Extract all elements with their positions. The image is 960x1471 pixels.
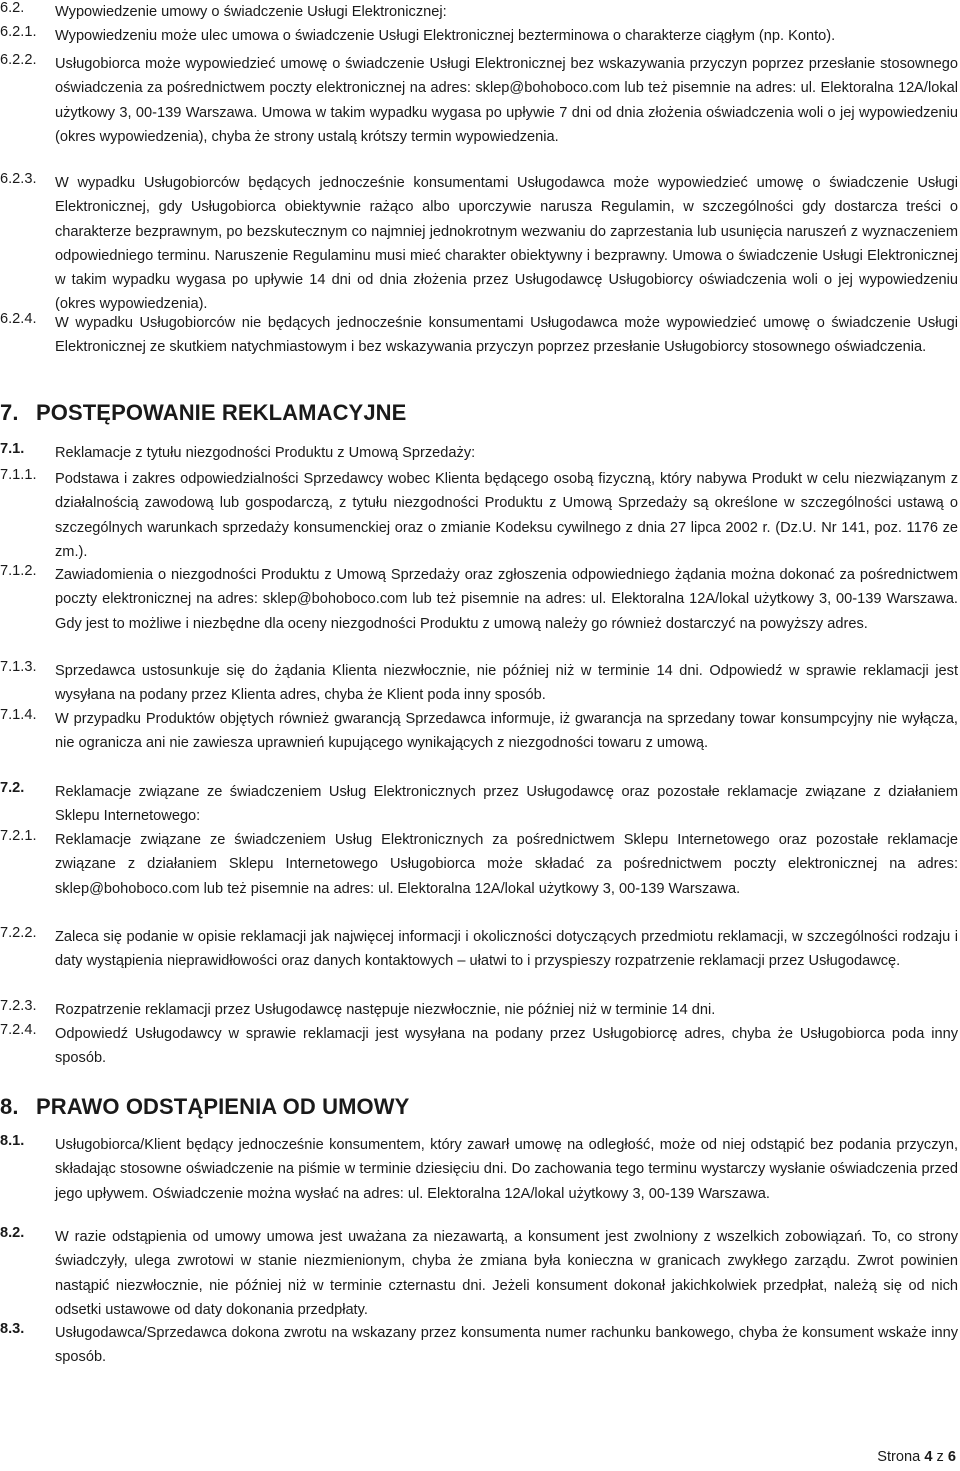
clause-text: Sprzedawca ustosunkuje się do żądania Klienta niezwłocznie, nie później niż w terminie 14 dni. Odpowiedź w sprawie reklamacji jest wysyłana na podany przez Klienta adres, chyba że Klient poda inny sposób. <box>55 663 958 704</box>
clause-6-2 <box>0 0 958 24</box>
footer-total: 6 <box>947 1449 956 1465</box>
clause-7-1-2 <box>0 563 958 636</box>
clause-number: 6.2.3. <box>0 171 37 187</box>
clause-number: 7.1. <box>0 441 25 457</box>
clause-text: W wypadku Usługobiorców nie będących jednocześnie konsumentami Usługodawca może wypowiedzieć umowę o świadczenie Usługi Elektronicznej ze skutkiem natychmiastowym i bez wskazywania przyczyn poprzez przesłanie Usługobiorcy stosownego oświadczenia. <box>55 315 958 356</box>
clause-number: 6.2.1. <box>0 24 37 40</box>
clause-number: 7.2. <box>0 780 25 796</box>
clause-7-2 <box>0 780 958 829</box>
clause-8-1 <box>0 1133 958 1206</box>
clause-text: Reklamacje z tytułu niezgodności Produktu z Umową Sprzedaży: <box>55 445 476 461</box>
clause-number: 7.1.4. <box>0 707 37 723</box>
clause-number: 6.2. <box>0 0 25 16</box>
clause-text: Reklamacje związane ze świadczeniem Usług Elektronicznych przez Usługodawcę oraz pozostałe reklamacje związane z działaniem Sklepu Internetowego: <box>55 784 958 825</box>
clause-text: W wypadku Usługobiorców będących jednocześnie konsumentami Usługodawca może wypowiedzieć umowę o świadczenie Usługi Elektronicznej, gdy Usługobiorca obiektywnie rażąco albo uporczywie narusza Regulamin, w szczególności gdy dostarcza treści o charakterze bezprawnym, po bezskutecznym co najmniej jednokrotnym wezwaniu do zaprzestania lub usunięcia naruszeń z wyznaczeniem odpowiedniego terminu. Naruszenie Regulaminu musi mieć charakter obiektywny i bezprawny. Umowa o świadczenie Usługi Elektronicznej w takim wypadku wygasa po upływie 14 dni od dnia złożenia przez Usługodawcę Usługobiorcy oświadczenia woli o jej wypowiedzeniu (okres wypowiedzenia). <box>55 175 958 313</box>
clause-number: 8.3. <box>0 1321 25 1337</box>
clause-text: Wypowiedzenie umowy o świadczenie Usługi Elektronicznej: <box>55 4 447 20</box>
clause-text: Usługobiorca może wypowiedzieć umowę o świadczenie Usługi Elektronicznej bez wskazywania przyczyn poprzez przesłanie stosownego oświadczenia za pośrednictwem poczty elektronicznej na adres: sklep@bohoboco.com lub też pisemnie na adres: ul. Elektoralna 12A/lokal użytkowy 3, 00-139 Warszawa. Umowa w takim wypadku wygasa po upływie 7 dni od dnia złożenia oświadczenia woli o jej wypowiedzeniu (okres wypowiedzenia), chyba że strony ustalą krótszy termin wypowiedzenia. <box>55 56 958 145</box>
footer-prefix: Strona <box>877 1449 921 1465</box>
clause-number: 6.2.2. <box>0 52 37 68</box>
clause-number: 7.2.4. <box>0 1022 37 1038</box>
clause-8-3 <box>0 1321 958 1370</box>
clause-7-1 <box>0 441 958 465</box>
clause-number: 7.2.3. <box>0 998 37 1014</box>
clause-number: 7.1.2. <box>0 563 37 579</box>
clause-number: 6.2.4. <box>0 311 37 327</box>
clause-text: W przypadku Produktów objętych również gwarancją Sprzedawca informuje, iż gwarancja na sprzedany towar konsumpcyjny nie wyłącza, nie ogranicza ani nie zawiesza uprawnień kupującego wynikających z niezgodności towaru z umową. <box>55 711 958 752</box>
clause-text: Zaleca się podanie w opisie reklamacji jak najwięcej informacji i okoliczności dotyczących przedmiotu reklamacji, w szczególności rodzaju i daty wystąpienia nieprawidłowości oraz danych kontaktowych – ułatwi to i przyspieszy rozpatrzenie reklamacji przez Usługodawcę. <box>55 929 958 970</box>
clause-number: 7.1.1. <box>0 467 37 483</box>
clause-7-1-1 <box>0 467 958 564</box>
clause-8-2 <box>0 1225 958 1322</box>
section-title: PRAWO ODSTĄPIENIA OD UMOWY <box>36 1094 410 1119</box>
clause-text: Wypowiedzeniu może ulec umowa o świadczenie Usługi Elektronicznej bezterminowa o charakterze ciągłym (np. Konto). <box>55 28 836 44</box>
clause-6-2-2 <box>0 52 958 149</box>
footer-sep: z <box>936 1449 944 1465</box>
clause-text: Usługobiorca/Klient będący jednocześnie konsumentem, który zawarł umowę na odległość, może od niej odstąpić bez podania przyczyn, składając stosowne oświadczenie na piśmie w terminie dziesięciu dni. Do zachowania tego terminu wystarczy wysłanie oświadczenia przed jego upływem. Oświadczenie można wysłać na adres: ul. Elektoralna 12A/lokal użytkowy 3, 00-139 Warszawa. <box>55 1137 958 1202</box>
clause-text: Podstawa i zakres odpowiedzialności Sprzedawcy wobec Klienta będącego osobą fizyczną, który nabywa Produkt w celu niezwiązanym z działalnością zawodową lub gospodarczą, z tytułu niezgodności Produktu z Umową Sprzedaży są określone w szczególności ustawą o szczególnych warunkach sprzedaży konsumenckiej oraz o zmianie Kodeksu cywilnego z dnia 27 lipca 2002 r. (Dz.U. Nr 141, poz. 1176 ze zm.). <box>55 471 958 560</box>
clause-number: 8.1. <box>0 1133 25 1149</box>
section-number: 8. <box>0 1094 19 1119</box>
clause-7-2-3 <box>0 998 958 1022</box>
clause-text: W razie odstąpienia od umowy umowa jest uważana za niezawartą, a konsument jest zwolniony z wszelkich zobowiązań. To, co strony świadczyły, ulega zwrotowi w stanie niezmienionym, chyba że zmiana była konieczna w granicach zwykłego zarządu. Zwrot powinien nastąpić niezwłocznie, nie później niż w terminie czternastu dni. Jeżeli konsument dokonał jakichkolwiek przedpłat, należą się od nich odsetki ustawowe od daty dokonania przedpłaty. <box>55 1229 958 1318</box>
clause-6-2-1 <box>0 24 958 48</box>
clause-text: Rozpatrzenie reklamacji przez Usługodawcę następuje niezwłocznie, nie później niż w terminie 14 dni. <box>55 1002 716 1018</box>
clause-text: Zawiadomienia o niezgodności Produktu z Umową Sprzedaży oraz zgłoszenia odpowiedniego żądania można dokonać za pośrednictwem poczty elektronicznej na adres: sklep@bohoboco.com lub też pisemnie na adres: ul. Elektoralna 12A/lokal użytkowy 3, 00-139 Warszawa. Gdy jest to możliwe i niezbędne dla oceny niezgodności Produktu z umową należy go również dostarczyć na powyższy adres. <box>55 567 958 632</box>
section-heading-7 <box>0 400 406 426</box>
section-number: 7. <box>0 400 19 425</box>
page-footer <box>877 1449 956 1465</box>
clause-7-1-4 <box>0 707 958 756</box>
clause-text: Reklamacje związane ze świadczeniem Usług Elektronicznych za pośrednictwem Sklepu Internetowego oraz pozostałe reklamacje związane z działaniem Sklepu Internetowego Usługobiorca może składać za pośrednictwem poczty elektronicznej na adres: sklep@bohoboco.com lub też pisemnie na adres: ul. Elektoralna 12A/lokal użytkowy 3, 00-139 Warszawa. <box>55 832 958 897</box>
clause-7-2-2 <box>0 925 958 974</box>
clause-text: Usługodawca/Sprzedawca dokona zwrotu na wskazany przez konsumenta numer rachunku bankowego, chyba że konsument wskaże inny sposób. <box>55 1325 958 1366</box>
clause-6-2-4 <box>0 311 958 360</box>
clause-6-2-3 <box>0 171 958 317</box>
clause-number: 7.2.1. <box>0 828 37 844</box>
clause-7-2-1 <box>0 828 958 901</box>
clause-number: 8.2. <box>0 1225 25 1241</box>
section-title: POSTĘPOWANIE REKLAMACYJNE <box>36 400 407 425</box>
clause-text: Odpowiedź Usługodawcy w sprawie reklamacji jest wysyłana na podany przez Usługobiorcę adres, chyba że Usługobiorca poda inny sposób. <box>55 1026 958 1067</box>
clause-number: 7.1.3. <box>0 659 37 675</box>
clause-7-2-4 <box>0 1022 958 1071</box>
clause-7-1-3 <box>0 659 958 708</box>
footer-page: 4 <box>924 1449 933 1465</box>
section-heading-8 <box>0 1094 409 1120</box>
clause-number: 7.2.2. <box>0 925 37 941</box>
